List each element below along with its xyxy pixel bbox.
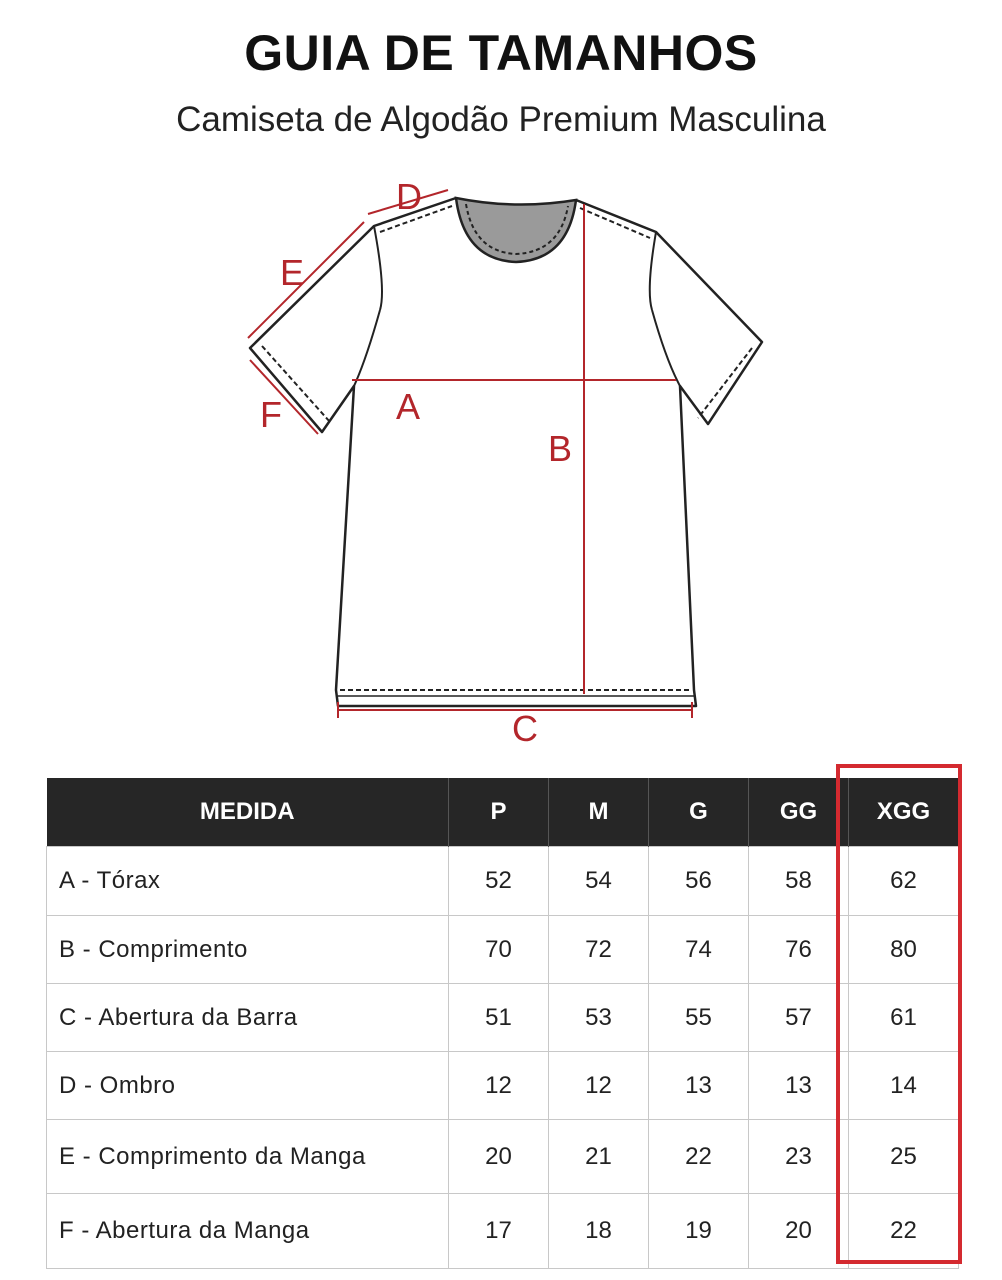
row-label: B - Comprimento <box>47 916 449 984</box>
table-cell: 21 <box>549 1120 649 1194</box>
column-header-gg: GG <box>749 778 849 847</box>
diagram-label-b: B <box>548 428 573 469</box>
diagram-label-f: F <box>260 394 282 435</box>
table-cell: 55 <box>649 984 749 1052</box>
table-cell: 80 <box>849 916 959 984</box>
table-cell: 58 <box>749 847 849 916</box>
table-cell: 23 <box>749 1120 849 1194</box>
tshirt-illustration <box>0 160 1002 760</box>
table-cell: 18 <box>549 1194 649 1269</box>
table-cell: 57 <box>749 984 849 1052</box>
column-header-g: G <box>649 778 749 847</box>
table-cell: 12 <box>549 1052 649 1120</box>
page-title: GUIA DE TAMANHOS <box>244 25 758 81</box>
column-header-p: P <box>449 778 549 847</box>
row-label: F - Abertura da Manga <box>47 1194 449 1269</box>
table-header-row <box>47 778 959 847</box>
table-cell: 54 <box>549 847 649 916</box>
table-cell: 52 <box>449 847 549 916</box>
table-cell: 72 <box>549 916 649 984</box>
diagram-label-e: E <box>280 252 305 293</box>
tshirt-diagram <box>0 160 1002 760</box>
table-cell: 19 <box>649 1194 749 1269</box>
table-cell: 12 <box>449 1052 549 1120</box>
table-row <box>47 1052 959 1120</box>
row-label: E - Comprimento da Manga <box>47 1120 449 1194</box>
page-subtitle: Camiseta de Algodão Premium Masculina <box>176 100 826 139</box>
table-cell: 17 <box>449 1194 549 1269</box>
table-cell: 56 <box>649 847 749 916</box>
column-header-m: M <box>549 778 649 847</box>
table-cell: 70 <box>449 916 549 984</box>
diagram-label-a: A <box>396 386 421 427</box>
size-chart-table <box>46 778 959 1269</box>
table-cell: 76 <box>749 916 849 984</box>
tshirt-outline <box>250 198 762 706</box>
table-cell: 61 <box>849 984 959 1052</box>
column-header-medida: MEDIDA <box>47 778 449 847</box>
table-row <box>47 1120 959 1194</box>
diagram-label-c: C <box>512 708 538 749</box>
table-row <box>47 984 959 1052</box>
measure-line-e <box>248 222 364 338</box>
table-cell: 74 <box>649 916 749 984</box>
table-cell: 25 <box>849 1120 959 1194</box>
diagram-label-d: D <box>396 176 422 217</box>
table-row <box>47 1194 959 1269</box>
table-cell: 22 <box>849 1194 959 1269</box>
table-cell: 53 <box>549 984 649 1052</box>
table-row <box>47 916 959 984</box>
row-label: A - Tórax <box>47 847 449 916</box>
table-cell: 51 <box>449 984 549 1052</box>
table-cell: 20 <box>449 1120 549 1194</box>
table-row <box>47 847 959 916</box>
table-cell: 62 <box>849 847 959 916</box>
table-cell: 14 <box>849 1052 959 1120</box>
row-label: C - Abertura da Barra <box>47 984 449 1052</box>
table-cell: 13 <box>749 1052 849 1120</box>
table-cell: 20 <box>749 1194 849 1269</box>
row-label: D - Ombro <box>47 1052 449 1120</box>
tshirt-collar <box>456 198 576 262</box>
column-header-xgg: XGG <box>849 778 959 847</box>
table-cell: 22 <box>649 1120 749 1194</box>
table-cell: 13 <box>649 1052 749 1120</box>
